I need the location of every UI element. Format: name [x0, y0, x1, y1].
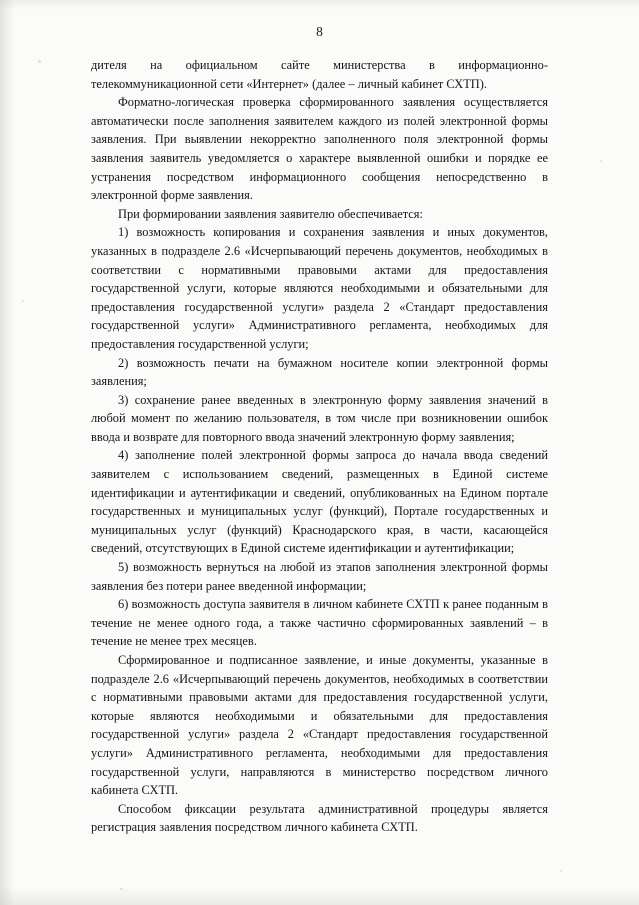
paragraph: 6) возможность доступа заявителя в личном кабинете СХТП к ранее поданным в течение не менее одного года, а также частично сформированных заявлений – в течение не менее трех месяцев.	[91, 597, 548, 649]
scan-speck	[560, 870, 562, 872]
paragraph: 1) возможность копирования и сохранения заявления и иных документов, указанных в подразделе 2.6 «Исчерпывающий перечень документов, необходимых в соответствии с нормативными правовыми актами для предоставления государственной услуги, которые являются необходимыми и обязательными для предоставления государственной услуги» раздела 2 «Стандарт предоставления государственной услуги» Административного регламента, необходимых для предоставления государственной услуги;	[91, 225, 548, 351]
paragraph: Способом фиксации результата административной процедуры является регистрация заявления посредством личного кабинета СХТП.	[91, 801, 548, 835]
page-edge-shadow-top	[0, 0, 639, 10]
scan-speck	[38, 60, 41, 63]
scan-speck	[120, 888, 123, 890]
scan-speck	[600, 160, 602, 162]
paragraph: Сформированное и подписанное заявление, и иные документы, указанные в подразделе 2.6 «Исчерпывающий перечень документов, необходимых в соответствии с нормативными правовыми актами для предоставления государственной услуги, которые являются необходимыми и обязательными для предоставления государственной услуги» раздела 2 «Стандарт предоставления государственной услуги» Административного регламента, необходимыми для предоставления государственной услуги, направляются в министерство посредством личного кабинета СХТП.	[91, 653, 548, 798]
paragraph: При формировании заявления заявителю обеспечивается:	[118, 206, 423, 221]
page-edge-shadow-bottom	[0, 887, 639, 905]
page-edge-shadow-left	[0, 0, 14, 905]
paragraph: 4) заполнение полей электронной формы запроса до начала ввода сведений заявителем с использованием сведений, размещенных в Единой системе идентификации и аутентификации и сведений, опубликованных на Едином портале государственных и муниципальных услуг (функций), Портале государственных и муниципальных услуг (функций) Краснодарского края, в части, касающейся сведений, отсутствующих в Единой системе идентификации и аутентификации;	[91, 448, 548, 556]
page-number: 8	[316, 24, 323, 39]
paragraph: 5) возможность вернуться на любой из этапов заполнения электронной формы заявления без потери ранее введенной информации;	[91, 560, 548, 593]
paragraph: 3) сохранение ранее введенных в электронную форму заявления значений в любой момент по желанию пользователя, в том числе при возникновении ошибок ввода и возврате для повторного ввода значений электронную форму заявления;	[91, 392, 548, 444]
paragraph: Форматно-логическая проверка сформированного заявления осуществляется автоматически после заполнения заявителем каждого из полей электронной формы заявления. При выявлении некорректно заполненного поля электронной формы заявления заявитель уведомляется о характере выявленной ошибки и порядке ее устранения посредством информационного сообщения непосредственно в электронной форме заявления.	[91, 95, 548, 203]
scan-speck	[22, 300, 24, 302]
paragraph: 2) возможность печати на бумажном носителе копии электронной формы заявления;	[91, 355, 548, 389]
paragraph: дителя на официальном сайте министерства в информационно-телекоммуникационной сети «Интернет» (далее – личный кабинет СХТП).	[91, 58, 548, 91]
document-body	[91, 56, 548, 837]
